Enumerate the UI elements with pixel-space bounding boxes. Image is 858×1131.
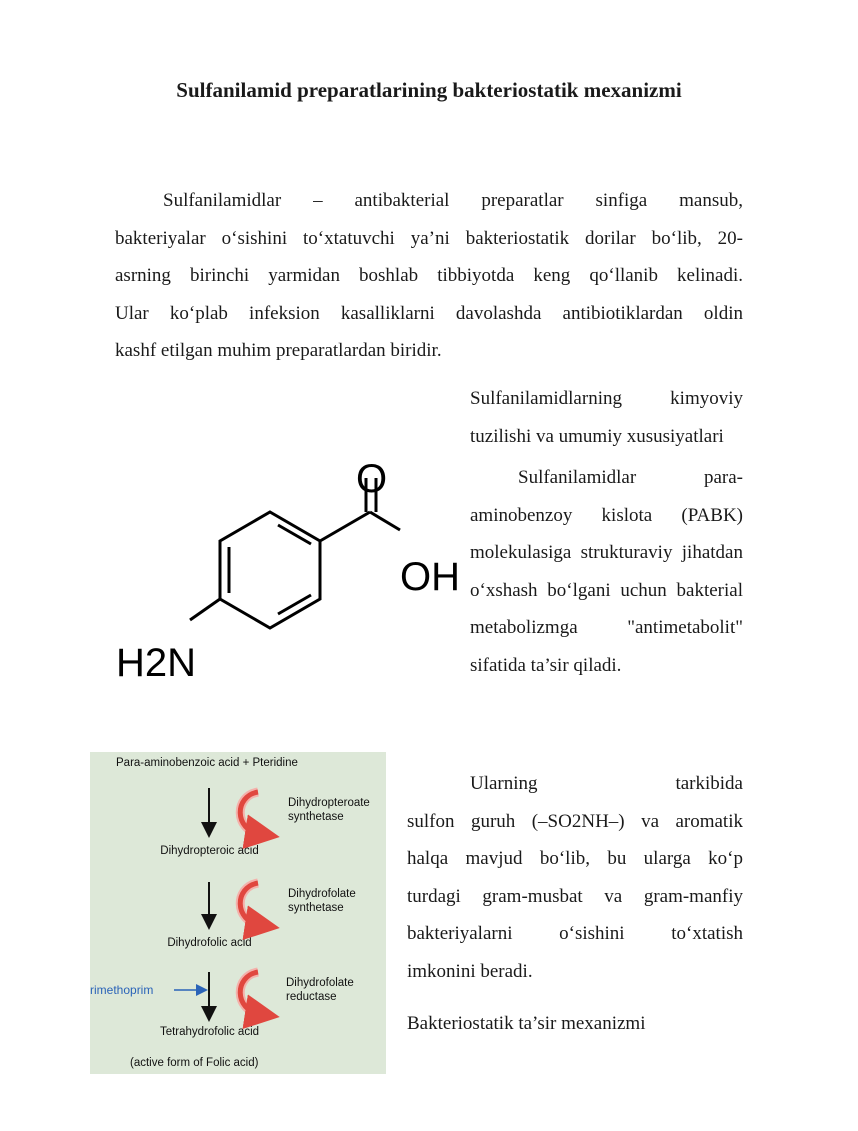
- section2-heading: Bakteriostatik ta’sir mexanizmi: [407, 1013, 646, 1034]
- intro-paragraph: [115, 182, 743, 370]
- inhibitor-label: rimethoprim: [90, 983, 154, 997]
- folate-pathway-figure: [90, 752, 386, 1074]
- amine-label: H2N: [116, 641, 197, 685]
- pathway-arrows: [90, 752, 386, 1074]
- section1-column: [470, 380, 743, 684]
- intro-line: kashf etilgan muhim preparatlardan biridir.: [115, 340, 442, 361]
- enzyme-label: Dihydrofolate reductase: [286, 977, 354, 1003]
- cont-line: bakteriyalarni o‘sishini to‘xtatish: [407, 923, 743, 944]
- pathway-step-label: Dihydrofolic acid: [167, 937, 252, 949]
- enzyme-label: Dihydrofolate synthetase: [288, 888, 356, 914]
- section1-paragraph: Sulfanilamidlar para-aminobenzoy kislota (PABK) molekulasiga strukturaviy jihatdan o‘xshash bo‘lgani uchun bakterial metabolizmga "antimetabolit" sifatida ta’sir qiladi.: [470, 467, 743, 676]
- hydroxyl-label: OH: [400, 555, 460, 599]
- cont-line: Ularning tarkibida: [470, 773, 743, 794]
- enzyme-label: Dihydropteroate synthetase: [288, 797, 370, 823]
- oxygen-label: O: [356, 457, 388, 501]
- intro-line: Sulfanilamidlar – antibakterial preparatlar sinfiga mansub,: [163, 190, 743, 211]
- intro-line: bakteriyalar o‘sishini to‘xtatuvchi ya’ni bakteriostatik dorilar bo‘lib, 20-: [115, 227, 743, 249]
- paba-molecule-diagram: [108, 450, 460, 690]
- pathway-top-label: Para-aminobenzoic acid + Pteridine: [116, 757, 298, 769]
- pathway-step-label: Dihydropteroic acid: [160, 845, 259, 857]
- pathway-step-label: Tetrahydrofolic acid: [159, 1026, 260, 1038]
- benzene-ring: [220, 512, 320, 628]
- cont-line: halqa mavjud bo‘lib, bu ularga ko‘p: [407, 848, 743, 869]
- cont-line: turdagi gram-musbat va gram-manfiy: [407, 885, 743, 907]
- intro-line: Ular ko‘plab infeksion kasalliklarni davolashda antibiotiklardan oldin: [115, 302, 743, 324]
- page-title: Sulfanilamid preparatlarining bakteriostatik mexanizmi: [176, 78, 682, 102]
- cont-line: imkonini beradi.: [407, 960, 533, 982]
- cont-line: sulfon guruh (–SO2NH–) va aromatik: [407, 810, 743, 832]
- intro-line: asrning birinchi yarmidan boshlab tibbiyotda keng qo‘llanib kelinadi.: [115, 265, 743, 286]
- section1-heading: Sulfanilamidlarning kimyoviy tuzilishi va umumiy xususiyatlari: [470, 388, 743, 447]
- pathway-note: (active form of Folic acid): [130, 1057, 259, 1069]
- section1-continuation: [407, 765, 743, 990]
